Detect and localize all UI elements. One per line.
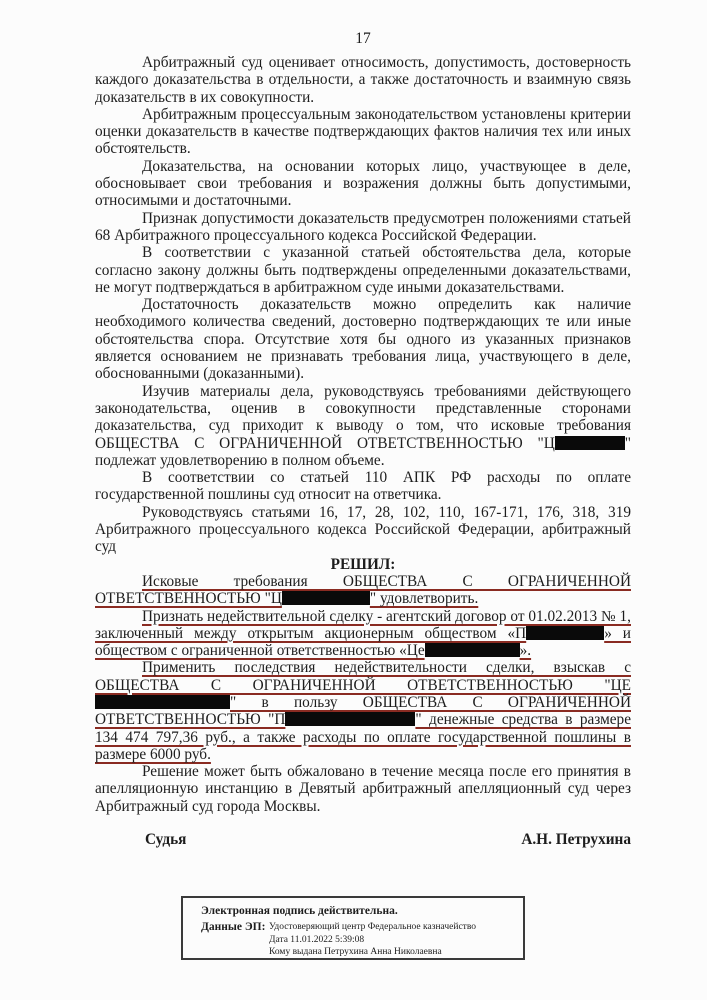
paragraph-5 xyxy=(95,244,631,296)
stamp-details xyxy=(269,921,476,959)
text-run: РЕШИЛ: xyxy=(330,555,396,573)
text-run: » и обществом с ограниченной ответственностью «Це xyxy=(95,624,631,660)
document-body xyxy=(95,54,631,815)
paragraph-8 xyxy=(95,469,631,504)
text-run: " удовлетворить. xyxy=(369,590,479,608)
judge-label: Судья xyxy=(145,831,187,849)
text-run: Решение может быть обжаловано в течение месяца после его принятия в апелляционную инстанцию в Девятый арбитражный апелляционный суд через Арбитражный суд города Москвы. xyxy=(95,763,631,815)
page-number: 17 xyxy=(355,30,371,47)
signature-row xyxy=(95,831,631,848)
document-content xyxy=(95,30,631,848)
redaction-box xyxy=(526,626,604,640)
text-run: " в пользу ОБЩЕСТВА С ОГРАНИЧЕННОЙ ОТВЕТСТВЕННОСТЬЮ "П xyxy=(95,693,631,729)
paragraph-12 xyxy=(95,608,631,660)
stamp-label: Данные ЭП: xyxy=(201,921,266,933)
paragraph-13 xyxy=(95,659,631,763)
e-signature-stamp xyxy=(181,896,525,960)
stamp-data-row xyxy=(201,921,523,959)
paragraph-2 xyxy=(95,106,631,158)
text-run: В соответствии с указанной статьей обстоятельства дела, которые согласно закону должны быть подтверждены определенными доказательствами, не могут подтверждаться в арбитражном суде иными доказательствами. xyxy=(95,244,631,296)
stamp-detail-date: Дата 11.01.2022 5:39:08 xyxy=(269,934,365,945)
text-run: Исковые требования ОБЩЕСТВА С ОГРАНИЧЕННОЙ ОТВЕТСТВЕННОСТЬЮ "Ц xyxy=(95,572,631,608)
stamp-title: Электронная подпись действительна. xyxy=(201,905,398,917)
judge-name: А.Н. Петрухина xyxy=(521,831,631,849)
paragraph-7 xyxy=(95,383,631,469)
paragraph-1 xyxy=(95,54,631,106)
paragraph-3 xyxy=(95,158,631,210)
text-run: Арбитражный суд оценивает относимость, допустимость, достоверность каждого доказательства в отдельности, а также достаточность и взаимную связь доказательств в их совокупности. xyxy=(95,54,631,106)
text-run: Доказательства, на основании которых лицо, участвующее в деле, обосновывает свои требования и возражения должны быть допустимыми, относимыми и достаточными. xyxy=(95,157,631,210)
text-run: " подлежат удовлетворению в полном объеме. xyxy=(95,434,631,469)
text-run: Руководствуясь статьями 16, 17, 28, 102, 110, 167-171, 176, 318, 319 Арбитражного процессуального кодекса Российской Федерации, арбитражный суд xyxy=(95,503,631,556)
paragraph-4 xyxy=(95,210,631,245)
redaction-box xyxy=(425,643,520,657)
paragraph-14 xyxy=(95,763,631,815)
paragraph-11 xyxy=(95,573,631,608)
paragraph-6 xyxy=(95,296,631,382)
redaction-box xyxy=(555,436,625,450)
text-run: Изучив материалы дела, руководствуясь требованиями действующего законодательства, оценив в совокупности представленные сторонами доказательства, суд приходит к выводу о том, что исковые требования ОБЩЕСТВА С ОГРАНИЧЕННОЙ ОТВЕТСТВЕННОСТЬЮ "Ц xyxy=(95,382,631,452)
resolution-heading xyxy=(95,556,631,573)
text-run: " денежные средства в размере 134 474 797,36 руб., а также расходы по оплате государственной пошлины в размере 6000 руб. xyxy=(95,711,631,763)
text-run: Признать недействительной сделку - агентский договор от 01.02.2013 № 1, заключенный между открытым акционерным обществом «П xyxy=(95,607,631,642)
paragraph-9 xyxy=(95,504,631,556)
stamp-detail-issued-to: Кому выдана Петрухина Анна Николаевна xyxy=(269,947,442,957)
text-run: В соответствии со статьей 110 АПК РФ расходы по оплате государственной пошлины суд относит на ответчика. xyxy=(95,469,631,504)
redaction-box xyxy=(95,695,230,709)
text-run: ». xyxy=(519,642,532,660)
text-run: Арбитражным процессуальным законодательством установлены критерии оценки доказательств в качестве подтверждающих фактов наличия тех или иных обстоятельств. xyxy=(95,105,631,158)
text-run: Достаточность доказательств можно определить как наличие необходимого количества сведений, достоверно подтверждающих те или иные обстоятельства спора. Отсутствие хотя бы одного из указанных признаков является основанием не признавать требования лица, участвующего в деле, обоснованными (доказанными). xyxy=(95,296,631,383)
text-run: Применить последствия недействительности сделки, взыскав с ОБЩЕСТВА С ОГРАНИЧЕННОЙ ОТВЕТСТВЕННОСТЬЮ "ЦЕ xyxy=(95,659,631,694)
redaction-box xyxy=(282,591,370,605)
stamp-detail-authority: Удостоверяющий центр Федеральное казначейство xyxy=(269,922,476,932)
text-run: Признак допустимости доказательств предусмотрен положениями статьей 68 Арбитражного процессуального кодекса Российской Федерации. xyxy=(95,209,631,244)
redaction-box xyxy=(285,712,415,726)
